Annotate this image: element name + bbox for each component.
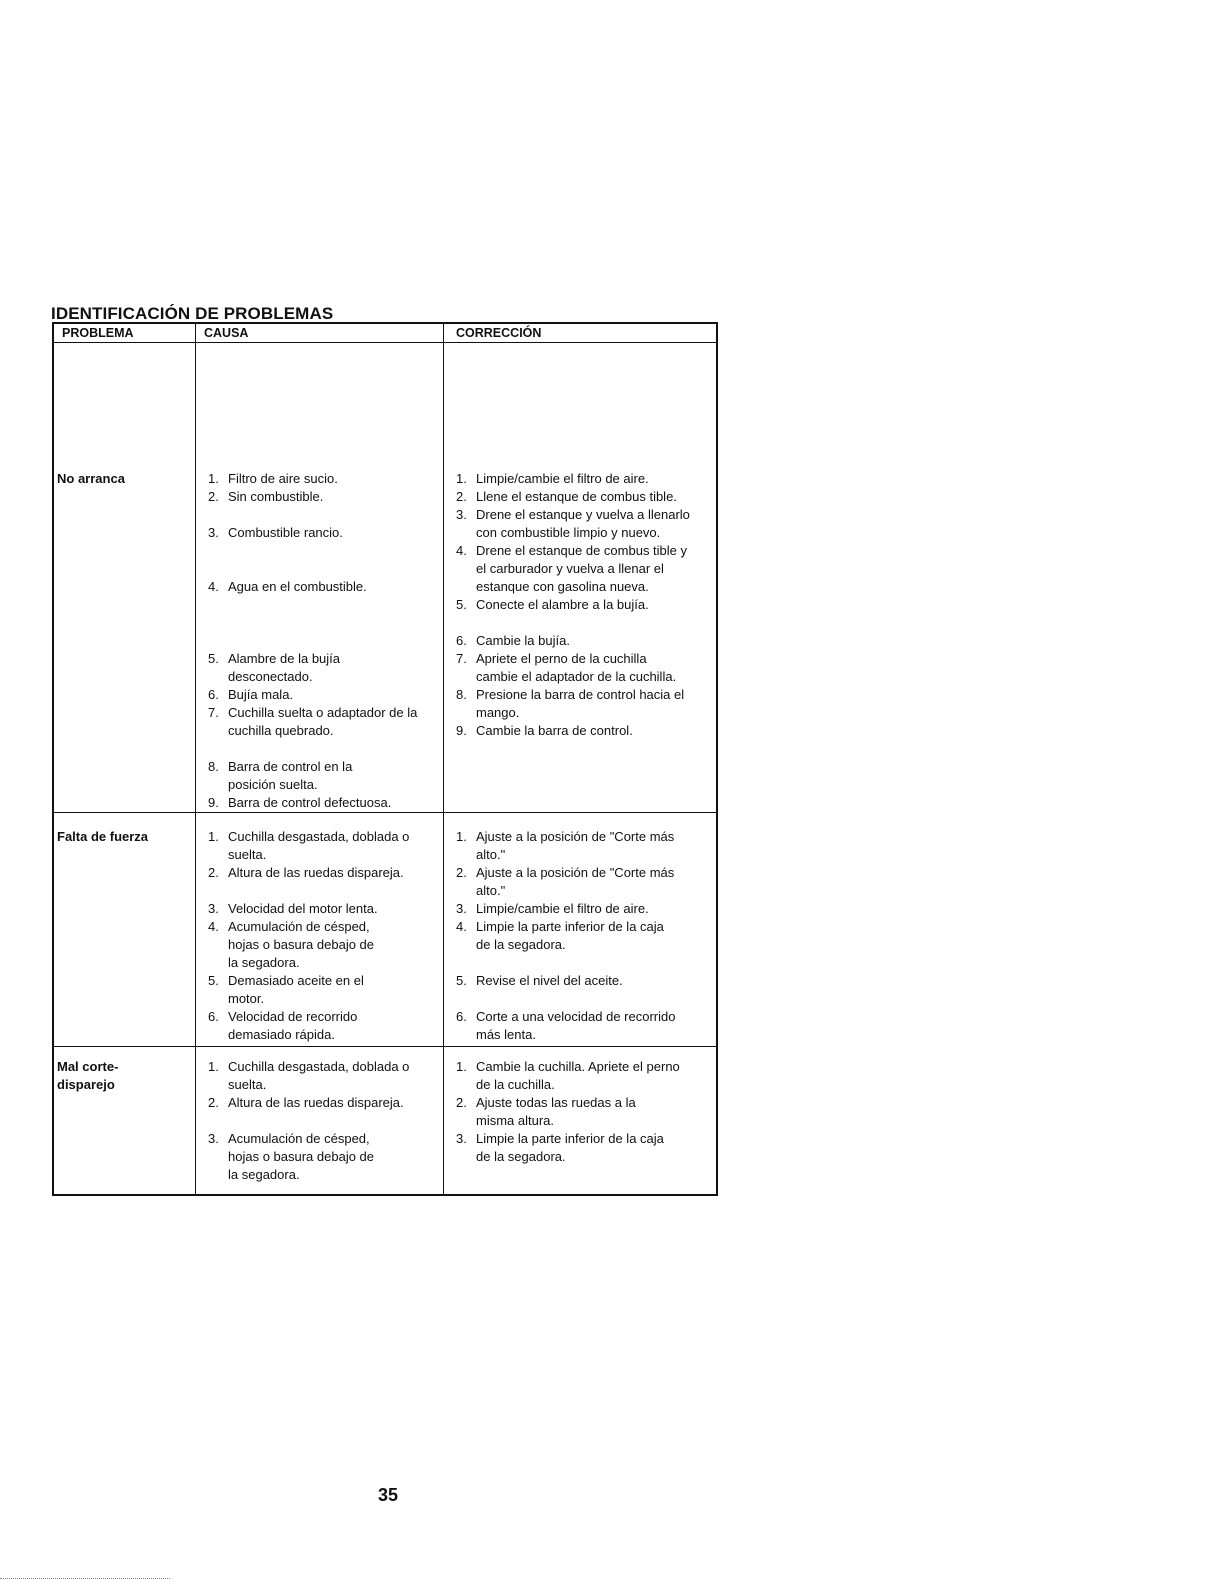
causes-falta-de-fuerza [202,828,442,1044]
list-item: 1. Filtro de aire sucio. [208,471,338,486]
list-item: 3. Limpie la parte inferior de la caja de la segadora. [456,1131,664,1164]
list-item: 6. Bujía mala. [208,687,294,702]
list-item: 8. Presione la barra de control hacia el mango. [456,687,685,720]
list-item: 4. Acumulación de césped, hojas o basura debajo de la segadora. [208,919,375,970]
corrections-no-arranca [450,470,715,740]
list-item: 5. Alambre de la bujía desconectado. [208,651,341,684]
list-item: 2. Ajuste todas las ruedas a la misma altura. [456,1095,636,1128]
list-item: 1. Ajuste a la posición de "Corte más alto." [456,829,675,862]
corrections-falta-de-fuerza [450,828,715,1044]
header-divider [54,342,716,343]
header-causa: CAUSA [204,326,249,340]
troubleshooting-table [52,322,718,1196]
list-item: 1. Cuchilla desgastada, doblada o suelta. [208,1059,410,1092]
causes-no-arranca [202,470,442,812]
list-item: 5. Revise el nivel del aceite. [456,973,623,988]
row-divider [54,812,716,813]
list-item: 9. Barra de control defectuosa. [208,795,392,810]
list-item: 3. Drene el estanque y vuelva a llenarlo con combustible limpio y nuevo. [456,507,690,540]
list-item: 4. Limpie la parte inferior de la caja de la segadora. [456,919,664,952]
list-item: 1. Limpie/cambie el filtro de aire. [456,471,649,486]
list-item: 2. Sin combustible. [208,489,324,504]
problem-no-arranca: No arranca [57,471,125,486]
list-item: 6. Velocidad de recorrido demasiado rápida. [208,1009,358,1042]
list-item: 3. Acumulación de césped, hojas o basura debajo de la segadora. [208,1131,375,1182]
list-item: 1. Cambie la cuchilla. Apriete el perno de la cuchilla. [456,1059,680,1092]
header-problema: PROBLEMA [62,326,134,340]
list-item: 4. Agua en el combustible. [208,579,367,594]
column-divider [443,324,444,1194]
list-item: 1. Cuchilla desgastada, doblada o suelta. [208,829,410,862]
header-correccion: CORRECCIÓN [456,326,542,340]
column-divider [195,324,196,1194]
list-item: 2. Altura de las ruedas dispareja. [208,1095,404,1110]
list-item: 6. Cambie la bujía. [456,633,570,648]
problem-mal-corte: Mal corte- disparejo [57,1059,119,1092]
list-item: 4. Drene el estanque de combus tible y el carburador y vuelva a llenar el estanque con gasolina nueva. [456,543,688,594]
list-item: 8. Barra de control en la posición suelta. [208,759,353,792]
causes-mal-corte [202,1058,442,1184]
list-item: 3. Combustible rancio. [208,525,343,540]
scan-artifact [0,1578,170,1583]
list-item: 5. Conecte el alambre a la bujía. [456,597,649,612]
problem-falta-de-fuerza: Falta de fuerza [57,829,149,844]
corrections-mal-corte [450,1058,715,1166]
list-item: 9. Cambie la barra de control. [456,723,633,738]
list-item: 7. Cuchilla suelta o adaptador de la cuchilla quebrado. [208,705,418,738]
list-item: 2. Llene el estanque de combus tible. [456,489,677,504]
list-item: 2. Ajuste a la posición de "Corte más alto." [456,865,675,898]
list-item: 3. Limpie/cambie el filtro de aire. [456,901,649,916]
list-item: 2. Altura de las ruedas dispareja. [208,865,404,880]
page-title: IDENTIFICACIÓN DE PROBLEMAS [51,304,334,323]
list-item: 7. Apriete el perno de la cuchilla cambie el adaptador de la cuchilla. [456,651,677,684]
list-item: 6. Corte a una velocidad de recorrido más lenta. [456,1009,676,1042]
row-divider [54,1046,716,1047]
page-number: 35 [378,1485,399,1505]
list-item: 5. Demasiado aceite en el motor. [208,973,364,1006]
list-item: 3. Velocidad del motor lenta. [208,901,378,916]
